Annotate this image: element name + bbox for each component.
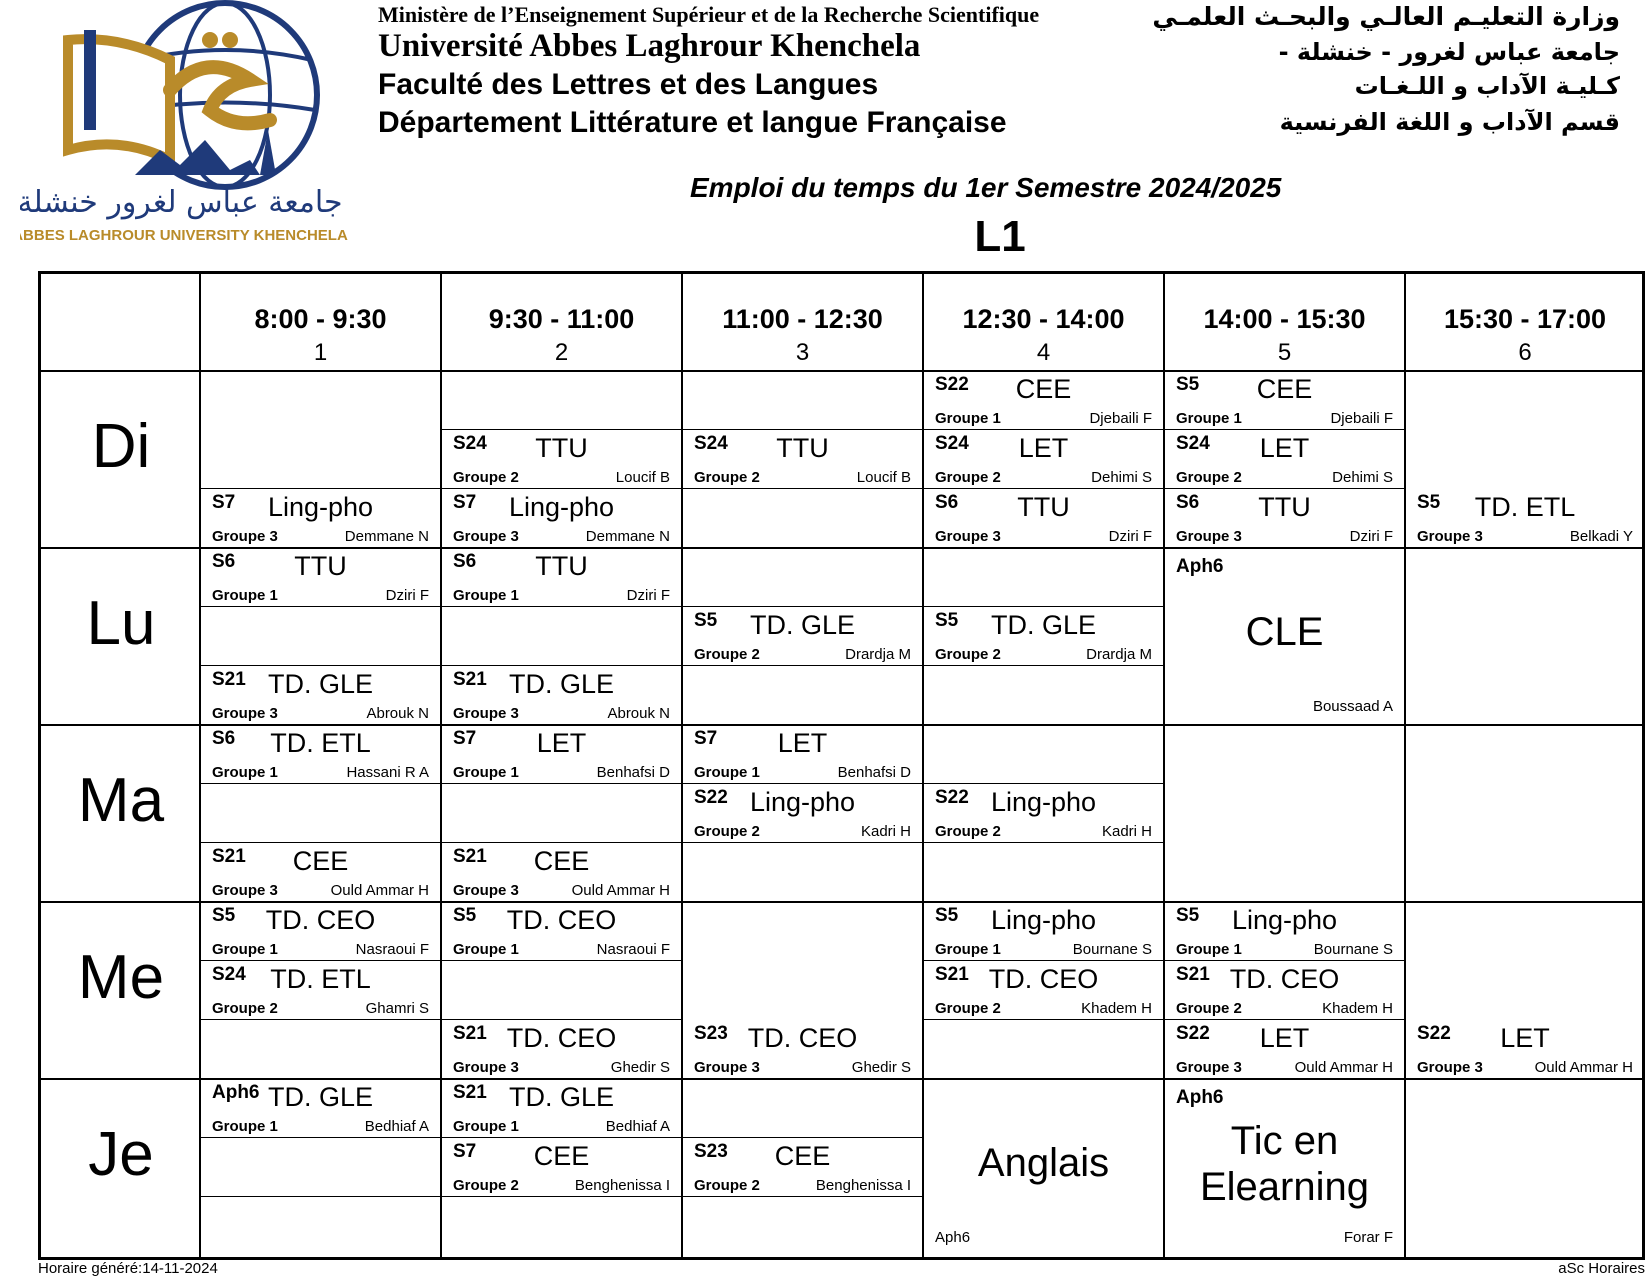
session-subject: LET [777,728,828,758]
session-cell[interactable] [200,1079,441,1138]
session-group: Groupe 1 [694,764,760,781]
session-subject: Ling-pho [508,492,615,522]
session-room: S21 [453,846,487,867]
session-teacher: Loucif B [856,469,911,486]
time-range: 12:30 - 14:00 [962,304,1125,334]
session-room: S24 [694,433,728,454]
session-group: Groupe 2 [935,1000,1001,1017]
slot-number: 4 [1036,339,1051,366]
session-teacher: Dziri F [626,587,670,604]
session-cell[interactable] [682,784,923,843]
session-teacher: Khadem H [1081,1000,1152,1017]
session-cell[interactable] [682,430,923,489]
time-slot-header [200,274,441,367]
session-subject: TD. GLE [508,669,615,699]
session-room: S7 [694,728,718,749]
session-room: S24 [453,433,487,454]
session-subject: TD. CEO [988,964,1099,994]
session-teacher: Dziri F [385,587,429,604]
session-group: Groupe 1 [453,1118,519,1135]
session-cell[interactable] [441,548,682,607]
session-room: S5 [694,610,718,631]
ministry-ar: وزارة التعليـم العالـي والبحـث العلمـي [1152,2,1620,31]
session-room: S5 [935,905,959,926]
session-room: Aph6 [1176,556,1224,577]
session-room: S7 [453,492,477,513]
session-teacher: Demmane N [344,528,429,545]
session-subject: LET [1018,433,1069,463]
logo-english-text: ABBES LAGHROUR UNIVERSITY KHENCHELA [20,227,348,244]
session-subject: LET [1500,1023,1550,1053]
session-room: S6 [1176,492,1200,513]
day-label: Ma [77,766,165,835]
session-teacher: Dziri F [1349,528,1393,545]
session-group: Groupe 2 [694,1177,760,1194]
session-room: S6 [212,551,236,572]
session-cell[interactable] [441,1079,682,1138]
session-subject: CEE [533,846,590,876]
session-cell[interactable] [200,666,441,725]
session-teacher: Dehimi S [1332,469,1393,486]
session-teacher: Ghedir S [610,1059,670,1076]
level-title: L1 [974,212,1026,261]
session-subject: TTU [1258,492,1311,522]
session-subject: CEE [533,1141,590,1171]
timetable-grid [38,271,1645,1260]
session-room: S5 [212,905,236,926]
university-fr: Université Abbes Laghrour Khenchela [378,28,921,64]
footer-software: aSc Horaires [1558,1260,1645,1277]
session-room: S6 [212,728,236,749]
session-subject: TD. GLE [267,669,374,699]
session-room: S5 [1176,374,1200,395]
session-subject: TD. CEO [747,1023,858,1053]
session-group: Groupe 1 [453,587,519,604]
session-teacher: Ould Ammar H [1534,1059,1633,1076]
session-subject: TD. CEO [1229,964,1340,994]
time-slot-header [1164,274,1405,367]
session-cell[interactable] [1405,1020,1645,1079]
session-teacher: Benghenissa I [574,1177,670,1194]
time-range: 14:00 - 15:30 [1203,304,1366,334]
session-room: S22 [694,787,728,808]
ministry-fr: Ministère de l’Enseignement Supérieur et de la Recherche Scientifique [378,2,1040,27]
session-teacher: Bournane S [1313,941,1393,958]
session-teacher: Abrouk N [607,705,670,722]
faculty-ar: كـليـة الآداب و اللـغـات [1354,72,1620,100]
footer-generated: Horaire généré:14-11-2024 [38,1260,218,1277]
session-teacher: Drardja M [845,646,911,663]
session-teacher: Dziri F [1108,528,1152,545]
session-cell[interactable] [1164,902,1405,961]
session-group: Groupe 1 [212,1118,278,1135]
session-subject: TTU [535,551,588,581]
session-group: Groupe 2 [935,823,1001,840]
session-group: Groupe 1 [212,587,278,604]
session-group: Groupe 2 [453,469,519,486]
session-teacher: Ghamri S [365,1000,429,1017]
session-teacher: Hassani R A [346,764,429,781]
session-teacher: Nasraoui F [355,941,429,958]
session-cell[interactable] [923,902,1164,961]
session-room: S22 [935,787,969,808]
session-teacher: Loucif B [615,469,670,486]
time-slot-header [1405,274,1645,367]
session-teacher: Kadri H [860,823,911,840]
session-teacher: Bedhiaf A [364,1118,429,1135]
session-group: Groupe 3 [453,528,519,545]
session-subject: Ling-pho [1231,905,1338,935]
slot-number: 2 [554,339,569,366]
session-teacher: Boussaad A [1312,698,1393,715]
session-group: Groupe 3 [453,1059,519,1076]
session-teacher: Djebaili F [1089,410,1152,427]
session-room: S24 [1176,433,1210,454]
session-subject: LET [536,728,587,758]
session-room: S22 [1176,1023,1210,1044]
session-teacher: Djebaili F [1330,410,1393,427]
session-room: S21 [212,846,246,867]
session-teacher: Benghenissa I [815,1177,911,1194]
session-cell[interactable] [923,784,1164,843]
session-group: Groupe 3 [694,1059,760,1076]
session-teacher: Bournane S [1072,941,1152,958]
session-group: Groupe 3 [935,528,1001,545]
session-subject: TD. ETL [270,964,371,994]
session-room: S21 [453,1023,487,1044]
session-subject: Ling-pho [749,787,856,817]
session-group: Groupe 3 [1417,1059,1483,1076]
merged-session-cell[interactable] [923,1079,1164,1254]
session-cell[interactable] [441,902,682,961]
session-subject: TD. CEO [265,905,376,935]
session-group: Groupe 1 [212,764,278,781]
session-group: Groupe 3 [212,705,278,722]
time-range: 9:30 - 11:00 [488,304,635,334]
university-logo [20,0,350,250]
session-group: Groupe 1 [1176,410,1242,427]
session-cell[interactable] [923,607,1164,666]
session-room: Aph6 [212,1082,260,1103]
session-teacher: Demmane N [585,528,670,545]
session-cell[interactable] [1164,1020,1405,1079]
session-teacher: Ould Ammar H [571,882,670,899]
session-group: Groupe 2 [694,823,760,840]
session-room: S5 [453,905,477,926]
session-group: Groupe 1 [1176,941,1242,958]
session-room: S23 [694,1023,728,1044]
session-room: S7 [212,492,236,513]
session-cell[interactable] [200,725,441,784]
session-cell[interactable] [923,489,1164,548]
session-subject: Ling-pho [267,492,374,522]
session-group: Groupe 2 [212,1000,278,1017]
session-room: S23 [694,1141,728,1162]
session-subject: TTU [294,551,347,581]
session-group: Groupe 3 [212,882,278,899]
session-teacher: Ould Ammar H [1294,1059,1393,1076]
slot-number: 1 [313,339,328,366]
session-group: Groupe 3 [212,528,278,545]
session-subject: LET [1259,1023,1310,1053]
session-room: S21 [453,1082,487,1103]
session-group: Groupe 3 [1176,1059,1242,1076]
session-room: S22 [1417,1023,1451,1044]
time-range: 15:30 - 17:00 [1443,304,1607,334]
session-cell[interactable] [1164,489,1405,548]
day-label: Lu [86,589,156,658]
session-group: Groupe 3 [1176,528,1242,545]
timetable-title: Emploi du temps du 1er Semestre 2024/2025 [690,172,1282,203]
session-subject: LET [1259,433,1310,463]
department-fr: Département Littérature et langue Française [378,106,1007,139]
merged-session-cell[interactable] [1164,1079,1405,1254]
session-cell[interactable] [923,961,1164,1020]
session-teacher: Nasraoui F [596,941,670,958]
session-cell[interactable] [1405,489,1645,548]
slot-number: 5 [1277,339,1292,366]
session-subject: Ling-pho [990,905,1097,935]
session-cell[interactable] [200,902,441,961]
session-teacher: Abrouk N [366,705,429,722]
time-range: 8:00 - 9:30 [254,304,387,334]
session-subject: CEE [1015,374,1072,404]
session-room: Aph6 [935,1229,971,1246]
session-group: Groupe 2 [1176,469,1242,486]
time-range: 11:00 - 12:30 [722,304,883,334]
session-room: S24 [212,964,246,985]
day-label: Di [91,412,151,481]
time-slot-header [441,274,682,367]
session-subject: CEE [774,1141,831,1171]
session-subject: CLE [1245,610,1324,654]
session-subject: TTU [776,433,829,463]
session-room: S21 [453,669,487,690]
session-cell[interactable] [441,430,682,489]
session-cell[interactable] [1164,961,1405,1020]
session-cell[interactable] [441,489,682,548]
session-teacher: Kadri H [1101,823,1152,840]
session-subject: Anglais [977,1141,1110,1185]
session-subject: TTU [535,433,588,463]
session-cell[interactable] [200,843,441,902]
session-subject: TD. CEO [506,1023,617,1053]
session-group: Groupe 2 [694,469,760,486]
session-subject: TD. GLE [749,610,856,640]
session-teacher: Bedhiaf A [605,1118,670,1135]
session-teacher: Forar F [1343,1229,1393,1246]
session-room: S7 [453,728,477,749]
session-cell[interactable] [441,725,682,784]
slot-number: 6 [1518,339,1532,366]
session-group: Groupe 1 [212,941,278,958]
session-teacher: Ghedir S [851,1059,911,1076]
session-cell[interactable] [200,489,441,548]
session-room: S5 [1417,492,1441,513]
session-teacher: Belkadi Y [1569,528,1633,545]
session-group: Groupe 3 [453,705,519,722]
grid-line [200,1196,441,1197]
session-cell[interactable] [682,1138,923,1197]
session-subject: TD. CEO [506,905,617,935]
session-cell[interactable] [441,666,682,725]
session-cell[interactable] [200,548,441,607]
session-cell[interactable] [923,430,1164,489]
session-room: S7 [453,1141,477,1162]
session-cell[interactable] [200,961,441,1020]
session-group: Groupe 2 [1176,1000,1242,1017]
session-room: S5 [1176,905,1200,926]
session-cell[interactable] [1164,430,1405,489]
session-group: Groupe 2 [935,646,1001,663]
logo-arabic-text: جامعة عباس لغرور خنشلة [20,185,343,220]
time-slot-header [923,274,1164,367]
session-cell[interactable] [1164,371,1405,430]
session-subject: TD. GLE [990,610,1097,640]
session-subject: TTU [1017,492,1070,522]
session-teacher: Ould Ammar H [330,882,429,899]
time-slot-header [682,274,923,367]
session-group: Groupe 3 [1417,528,1483,545]
session-cell[interactable] [682,607,923,666]
merged-session-cell[interactable] [1164,548,1405,723]
session-cell[interactable] [441,1138,682,1197]
session-cell[interactable] [682,1020,923,1079]
session-teacher: Khadem H [1322,1000,1393,1017]
slot-number: 3 [795,339,810,366]
session-group: Groupe 1 [935,410,1001,427]
department-ar: قسم الآداب و اللغة الفرنسية [1279,108,1620,136]
faculty-fr: Faculté des Lettres et des Langues [378,68,879,101]
session-room: S24 [935,433,969,454]
session-subject-line2: Elearning [1199,1165,1369,1209]
day-label: Je [88,1120,154,1189]
session-teacher: Benhafsi D [596,764,670,781]
session-cell[interactable] [441,1020,682,1079]
session-room: S22 [935,374,969,395]
session-room: S21 [935,964,969,985]
session-subject: CEE [292,846,349,876]
session-subject: TD. ETL [1474,492,1576,522]
session-teacher: Benhafsi D [837,764,911,781]
session-room: Aph6 [1176,1087,1224,1108]
session-subject: CEE [1256,374,1313,404]
session-teacher: Dehimi S [1091,469,1152,486]
session-subject: TD. GLE [267,1082,374,1112]
session-cell[interactable] [441,843,682,902]
day-label: Me [77,943,165,1012]
session-subject: TD. GLE [508,1082,615,1112]
session-cell[interactable] [923,371,1164,430]
session-group: Groupe 3 [453,882,519,899]
university-ar: جامعة عباس لغرور - خنشلة - [1278,38,1620,66]
session-subject-line1: Tic en [1230,1119,1339,1163]
session-subject: Ling-pho [990,787,1097,817]
session-group: Groupe 2 [453,1177,519,1194]
session-group: Groupe 2 [694,646,760,663]
session-group: Groupe 2 [935,469,1001,486]
session-group: Groupe 1 [453,764,519,781]
session-teacher: Drardja M [1086,646,1152,663]
session-group: Groupe 1 [453,941,519,958]
session-cell[interactable] [682,725,923,784]
session-group: Groupe 1 [935,941,1001,958]
session-room: S21 [1176,964,1210,985]
session-room: S6 [935,492,959,513]
session-room: S21 [212,669,246,690]
session-room: S6 [453,551,477,572]
session-room: S5 [935,610,959,631]
session-subject: TD. ETL [270,728,371,758]
